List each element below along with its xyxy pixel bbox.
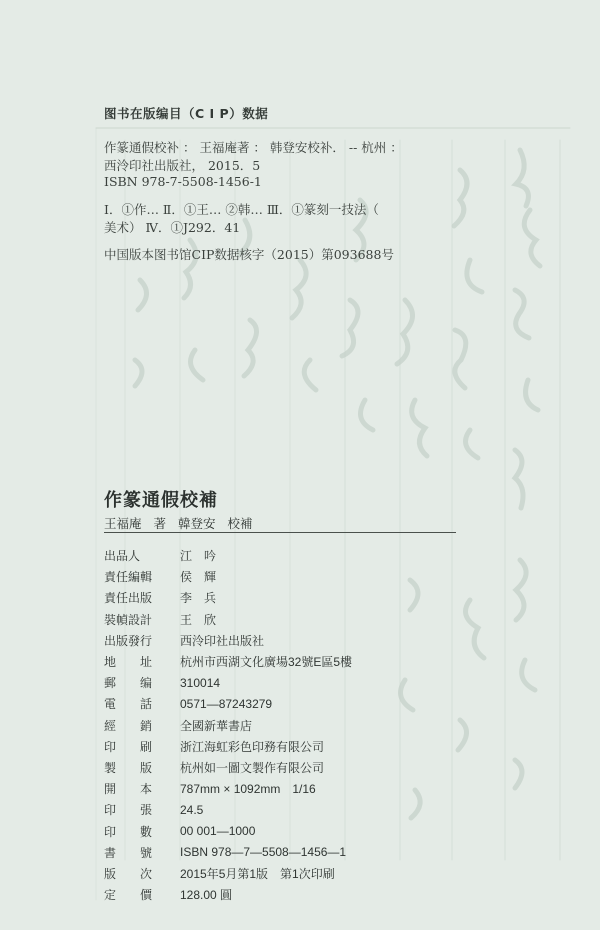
detail-value: 江 吟: [180, 549, 217, 564]
detail-row-publisher: [104, 630, 352, 651]
editor-role: 校補: [227, 516, 253, 531]
cip-line-2: 西泠印社出版社， 2015．5: [104, 158, 261, 173]
detail-row-postcode: [104, 672, 352, 693]
detail-label: 經 銷: [104, 718, 153, 733]
detail-value: 西泠印社出版社: [180, 633, 265, 648]
detail-value: 310014: [180, 675, 221, 690]
detail-label: 出版發行: [104, 633, 153, 648]
cip-line-isbn: ISBN 978-7-5508-1456-1: [104, 174, 262, 189]
detail-value: 128.00 圓: [180, 888, 233, 903]
detail-value: 24.5: [180, 802, 204, 817]
detail-label: 印 張: [104, 803, 153, 818]
detail-row-sheets: [104, 799, 352, 820]
detail-label: 書 號: [104, 845, 153, 860]
detail-value: 李 兵: [180, 591, 217, 606]
detail-value: 00 001—1000: [180, 824, 256, 839]
detail-row-price: [104, 884, 352, 905]
detail-label: 責任編輯: [104, 570, 153, 585]
detail-label: 製 版: [104, 760, 153, 775]
detail-row-publishing: [104, 587, 352, 608]
author-line: [104, 514, 265, 532]
editor-name: 韓登安: [178, 516, 216, 531]
detail-value: 王 欣: [180, 612, 217, 627]
author-name: 王福庵: [104, 516, 142, 531]
detail-label: 開 本: [104, 782, 153, 797]
detail-row-plate-making: [104, 757, 352, 778]
detail-row-edition: [104, 863, 352, 884]
detail-row-address: [104, 651, 352, 672]
detail-value: 侯 輝: [180, 570, 217, 585]
detail-row-producer: [104, 545, 352, 566]
cip-line-1: 作篆通假校补 ： 王福庵著 ： 韩登安校补． -- 杭州 ：: [104, 140, 403, 155]
detail-label: 裝幀設計: [104, 612, 153, 627]
detail-label: 印 數: [104, 824, 153, 839]
detail-row-isbn: [104, 842, 352, 863]
detail-label: 印 刷: [104, 739, 153, 754]
detail-label: 版 次: [104, 866, 153, 881]
detail-row-distributor: [104, 715, 352, 736]
detail-label: 電 話: [104, 697, 153, 712]
cip-line-classification-1: Ⅰ．①作… Ⅱ．①王… ②韩… Ⅲ．①篆刻一技法（: [104, 202, 379, 217]
detail-value: 杭州如一圖文製作有限公司: [180, 760, 325, 775]
detail-label: 責任出版: [104, 591, 153, 606]
divider-rule: [104, 532, 456, 533]
cip-line-classification-2: 美术） Ⅳ．①J292．41: [104, 220, 241, 235]
cip-line-record-number: 中国版本图书馆CIP数据核字（2015）第093688号: [104, 247, 394, 262]
detail-row-design: [104, 609, 352, 630]
detail-row-format: [104, 778, 352, 799]
detail-value: 杭州市西湖文化廣場32號E區5樓: [180, 655, 353, 670]
detail-value: 2015年5月第1版 第1次印刷: [180, 866, 335, 881]
book-title: 作篆通假校補: [104, 490, 218, 511]
author-role: 著: [153, 516, 167, 531]
detail-row-printer: [104, 736, 352, 757]
detail-value: 浙江海虹彩色印務有限公司: [180, 739, 325, 754]
detail-value: ISBN 978—7—5508—1456—1: [180, 845, 347, 860]
cip-heading: 图书在版编目（C I P）数据: [104, 106, 269, 121]
detail-label: 郵 编: [104, 676, 153, 691]
detail-row-phone: [104, 693, 352, 714]
detail-value: 0571—87243279: [180, 696, 273, 711]
detail-label: 出品人: [104, 549, 141, 564]
detail-row-editor: [104, 566, 352, 587]
detail-value: 787mm × 1092mm 1/16: [180, 782, 316, 797]
detail-value: 全國新華書店: [180, 718, 253, 733]
detail-label: 地 址: [104, 655, 153, 670]
detail-label: 定 價: [104, 888, 153, 903]
publication-details: [104, 545, 352, 905]
detail-row-print-run: [104, 820, 352, 841]
